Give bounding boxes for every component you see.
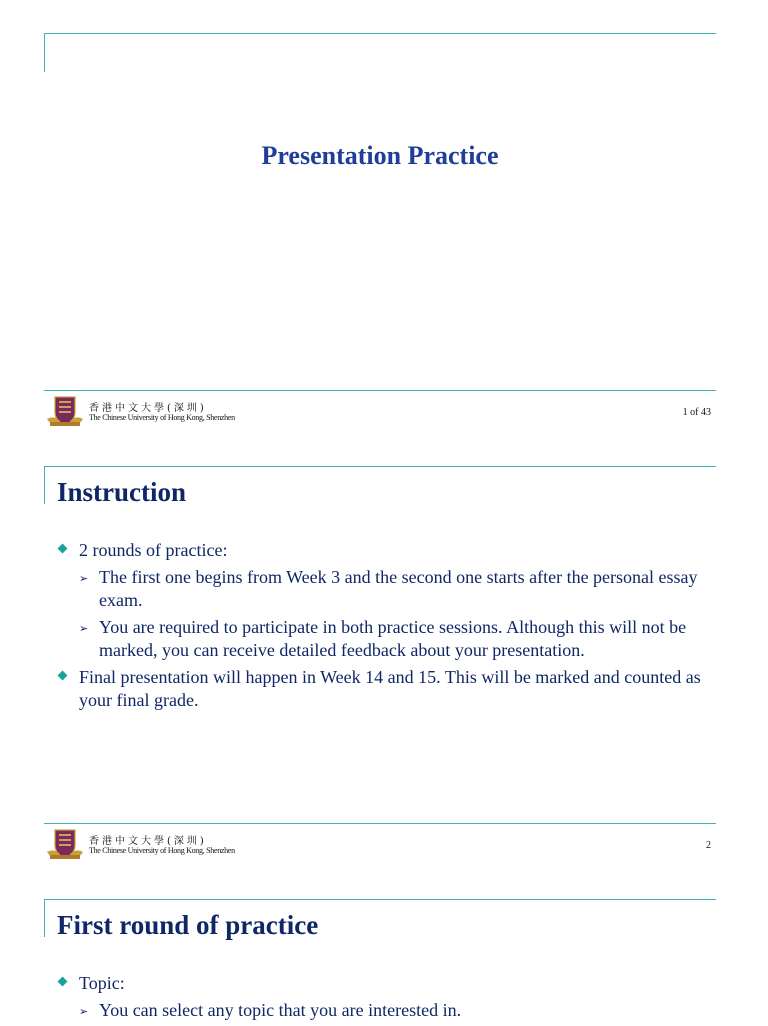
- diamond-bullet-icon: [58, 977, 68, 987]
- bullet-text: Topic:: [79, 973, 125, 993]
- bullet-text: 2 rounds of practice:: [79, 540, 228, 560]
- university-name-english: The Chinese University of Hong Kong, Shenzhen: [89, 413, 235, 422]
- arrowhead-bullet-icon: ➢: [79, 1005, 89, 1018]
- sub-bullet-text: The first one begins from Week 3 and the second one starts after the personal essay exam.: [99, 567, 698, 610]
- slide-border-top: [44, 466, 716, 467]
- slide-1: [0, 0, 768, 430]
- slide-title: Presentation Practice: [261, 141, 499, 170]
- footer-divider: [44, 390, 716, 391]
- list-item: [57, 539, 717, 562]
- sub-list-item: [57, 616, 717, 662]
- list-item: [57, 972, 717, 995]
- university-crest-icon: [46, 828, 84, 860]
- slide-border-top: [44, 33, 716, 34]
- list-item: [57, 666, 717, 712]
- diamond-bullet-icon: [58, 671, 68, 681]
- bullet-list: [57, 972, 717, 1026]
- diamond-bullet-icon: [58, 544, 68, 554]
- slide-border-left: [44, 899, 45, 937]
- slide-2: [0, 430, 768, 863]
- slide-border-top: [44, 899, 716, 900]
- university-name-chinese: 香港中文大學(深圳): [89, 403, 207, 414]
- arrowhead-bullet-icon: ➢: [79, 572, 89, 585]
- sub-bullet-text: You can select any topic that you are interested in.: [99, 1000, 462, 1020]
- slide-heading: Instruction: [57, 477, 187, 507]
- university-name-english: The Chinese University of Hong Kong, Shenzhen: [89, 846, 235, 855]
- sub-bullet-text: You are required to participate in both practice sessions. Although this will not be marked, you can receive detailed feedback about your presentation.: [99, 617, 687, 660]
- arrowhead-bullet-icon: ➢: [79, 622, 89, 635]
- sub-list-item: [57, 999, 717, 1022]
- university-name-chinese: 香港中文大學(深圳): [89, 836, 207, 847]
- bullet-list: [57, 539, 717, 716]
- page-number: 1 of 43: [682, 407, 711, 418]
- page-number: 2: [706, 840, 711, 851]
- footer-divider: [44, 823, 716, 824]
- slide-3: [0, 863, 768, 1024]
- slide-border-left: [44, 466, 45, 504]
- sub-list-item: [57, 566, 717, 612]
- bullet-text: Final presentation will happen in Week 14 and 15. This will be marked and counted as your final grade.: [79, 667, 701, 710]
- slide-heading: First round of practice: [57, 910, 319, 940]
- slide-border-left: [44, 33, 45, 72]
- university-crest-icon: [46, 395, 84, 427]
